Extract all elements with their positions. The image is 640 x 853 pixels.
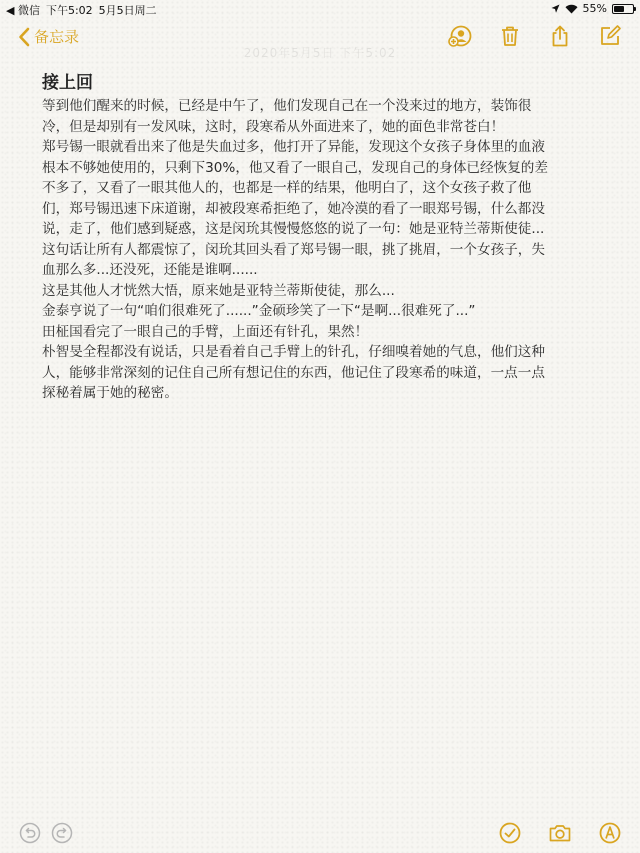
note-line: 田柾国看完了一眼自己的手臂，上面还有针孔，果然！: [42, 323, 369, 340]
note-line: 探秘着属于她的秘密。: [42, 385, 178, 401]
status-right: [551, 2, 634, 15]
note-line: 郑号锡一眼就看出来了他是失血过多，他打开了异能，发现这个女孩子身体里的血液: [42, 139, 545, 155]
note-line: 朴智旻全程都没有说话，只是看着自己手臂上的针孔，仔细嗅着她的气息，他们这种: [42, 344, 545, 360]
markup-pen-icon[interactable]: [598, 821, 622, 845]
note-body[interactable]: [42, 68, 602, 404]
note-line: 人，能够非常深刻的记住自己所有想记住的东西，他记住了段寒希的味道，一点一点: [42, 364, 545, 381]
note-date-header: 2020年5月5日 下午5:02: [243, 46, 397, 60]
status-left: [6, 2, 157, 18]
camera-icon[interactable]: [548, 821, 572, 845]
note-line: 不多了，又看了一眼其他人的，也都是一样的结果，他明白了，这个女孩子救了他: [42, 180, 532, 196]
battery-percent: 55%: [582, 2, 607, 15]
note-line: 这是其他人才恍然大悟，原来她是亚特兰蒂斯使徒，那么...: [42, 282, 395, 299]
note-line: 说，走了，他们感到疑惑，这是闵玧其慢慢悠悠的说了一句：她是亚特兰蒂斯使徒...: [42, 221, 545, 237]
note-line: 们，郑号锡迅速下床道谢，却被段寒希拒绝了，她冷漠的看了一眼郑号锡，什么都没: [42, 200, 545, 217]
note-line: 这句话让所有人都震惊了，闵玧其回头看了郑号锡一眼，挑了挑眉，一个女孩子，失: [42, 241, 545, 258]
back-button-label: 备忘录: [34, 28, 80, 46]
checklist-icon[interactable]: [498, 821, 522, 845]
note-line: 血那么多...还没死，还能是谁啊......: [42, 262, 258, 278]
battery-icon: [612, 4, 634, 14]
note-line: 金泰亨说了一句“咱们很难死了......”金硕珍笑了一下“是啊...很难死了...”: [42, 303, 476, 319]
note-line: 等到他们醒来的时候，已经是中午了，他们发现自己在一个没来过的地方，装饰很: [42, 98, 532, 114]
note-title: 接上回: [42, 73, 93, 93]
note-line: 根本不够她使用的，只剩下30%，他又看了一眼自己，发现自己的身体已经恢复的差: [42, 159, 548, 176]
bottom-toolbar: [0, 818, 640, 848]
redo-icon[interactable]: [50, 821, 74, 845]
undo-icon[interactable]: [18, 821, 42, 845]
status-time: 下午5:02: [45, 4, 93, 17]
status-date: 5月5日周二: [98, 4, 157, 17]
battery-fill: [614, 6, 624, 12]
location-icon: [551, 4, 560, 14]
back-to-app-label[interactable]: ◀ 微信: [6, 4, 40, 17]
note-line: 冷，但是却别有一发风味，这时，段寒希从外面进来了，她的面色非常苍白！: [42, 118, 505, 135]
status-bar: [0, 0, 640, 18]
wifi-icon: [565, 4, 578, 14]
